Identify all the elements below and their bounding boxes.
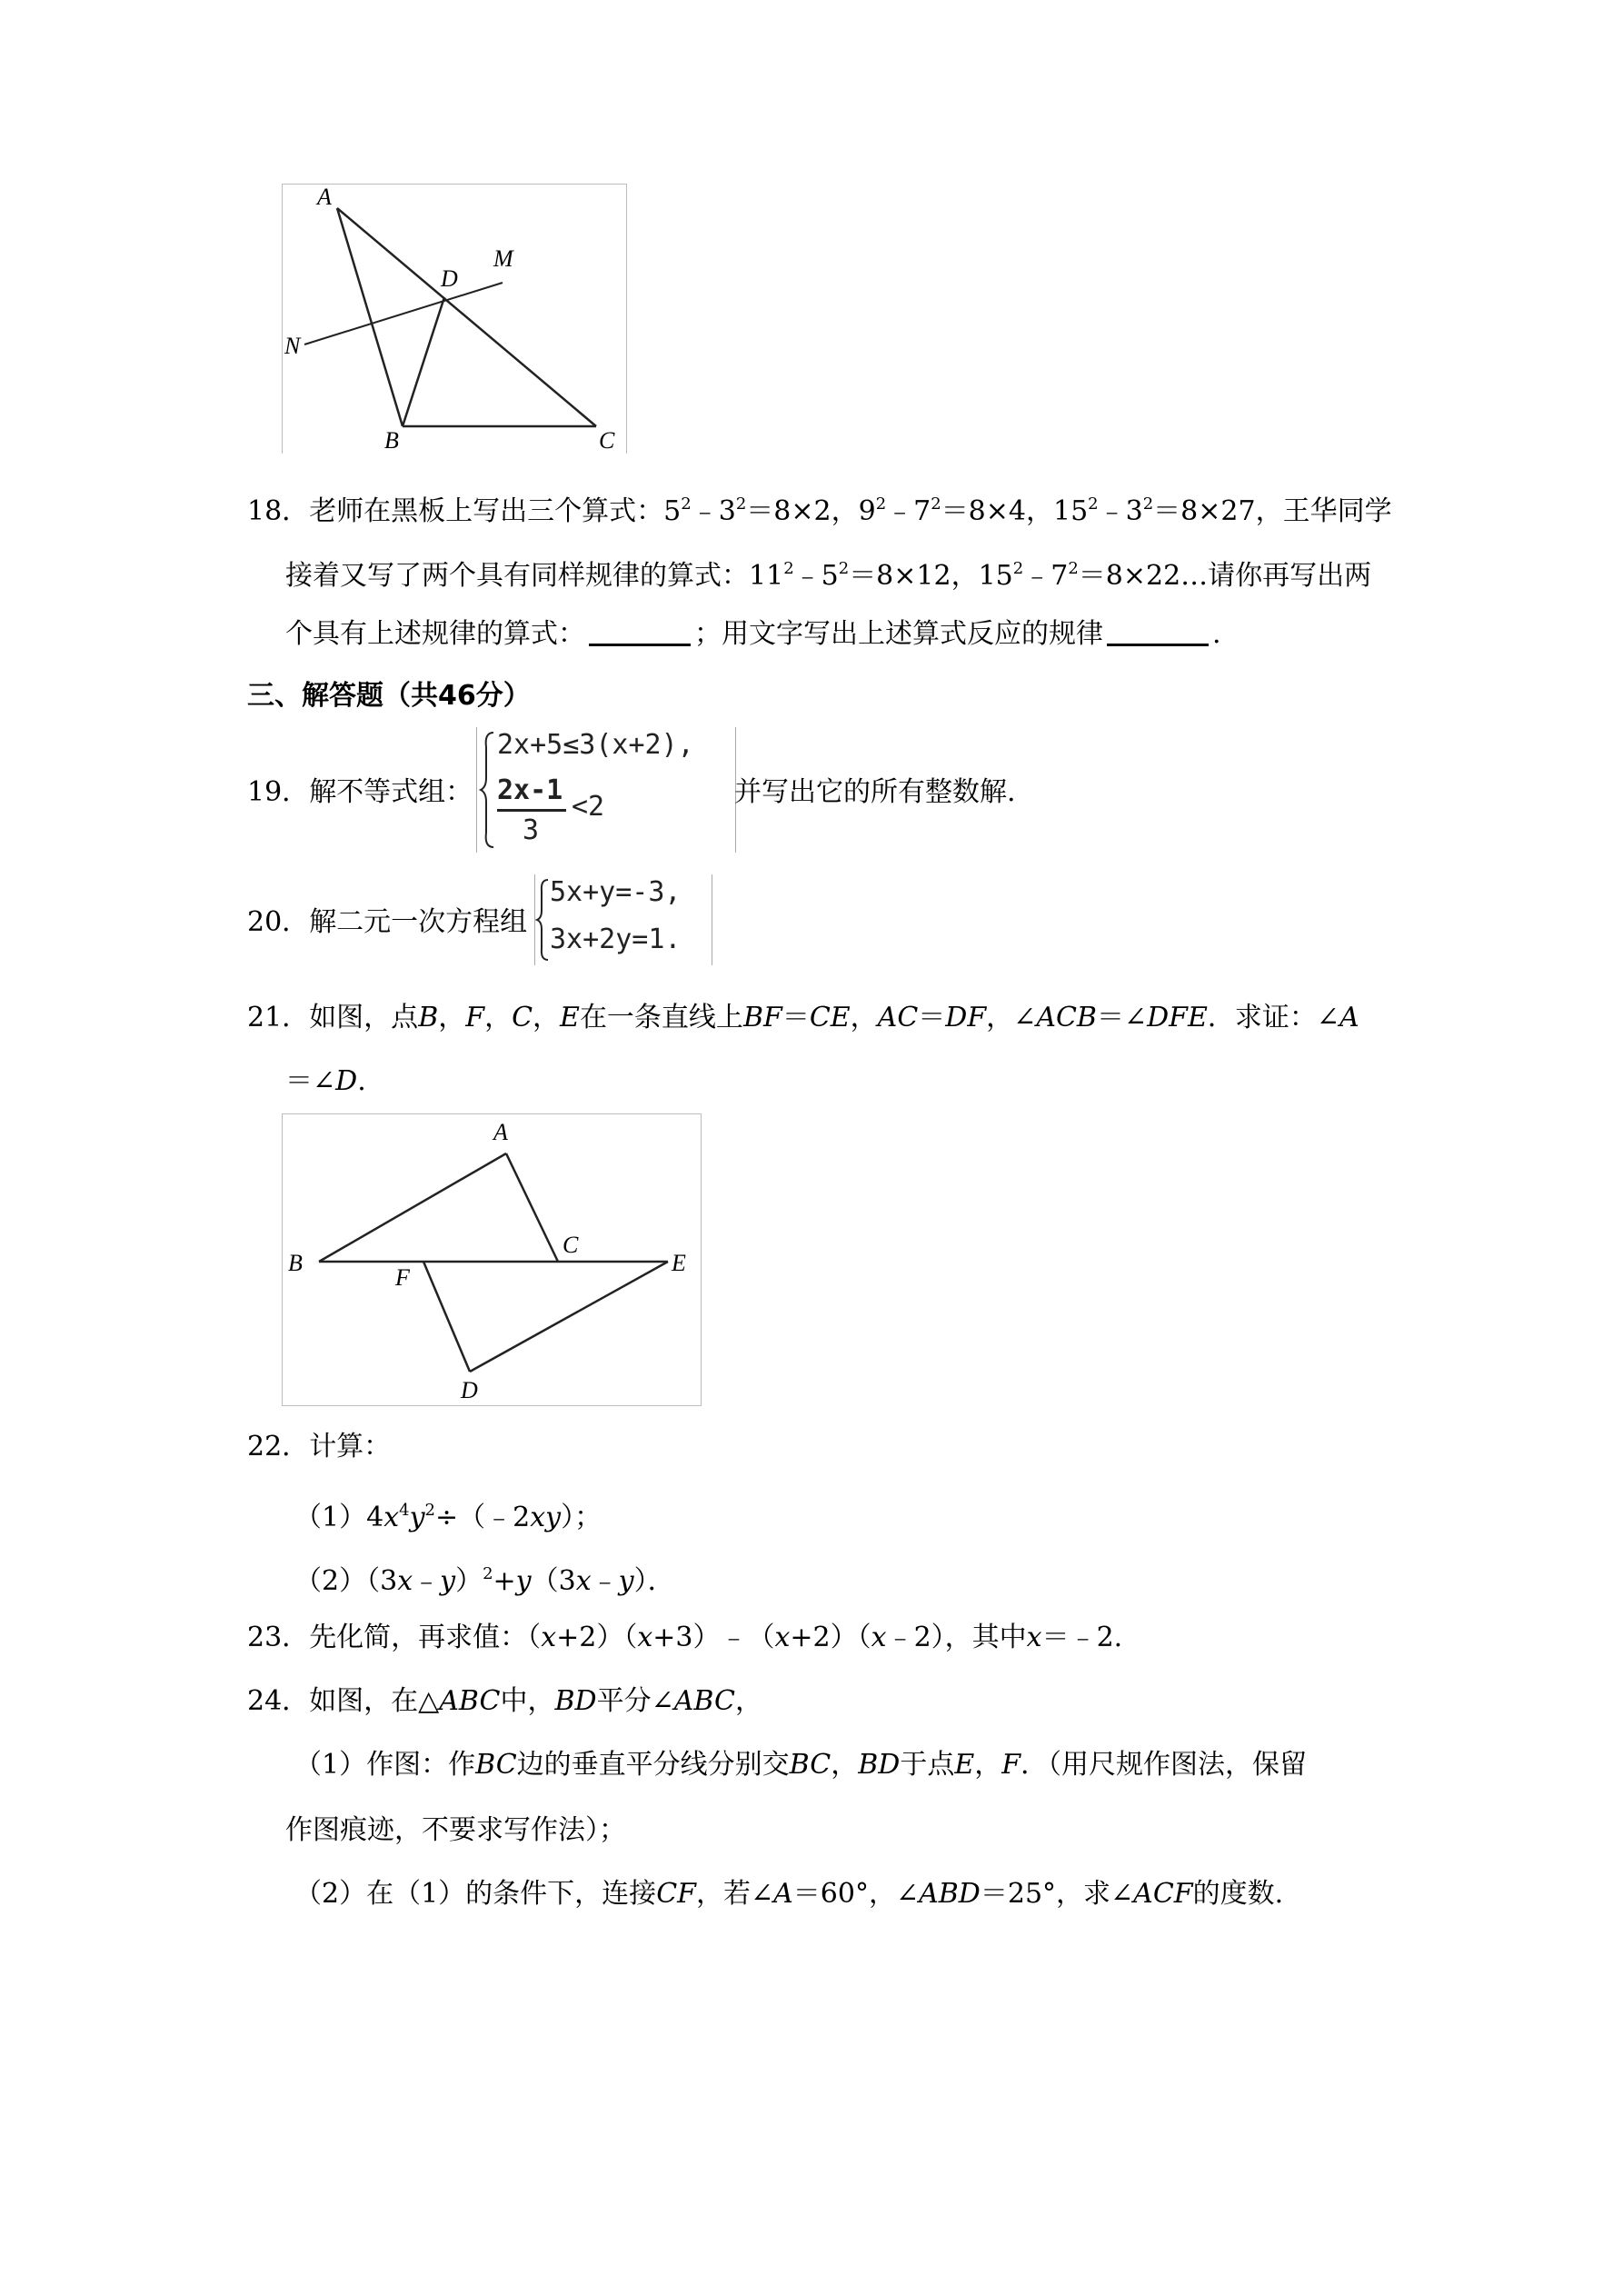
section-heading: 三、解答题（共46分） <box>247 680 531 712</box>
segment-DF <box>423 1262 470 1372</box>
q21-line2: ＝∠D. <box>285 1065 366 1097</box>
q20-row2: 3x+2y=1. <box>550 923 682 955</box>
label-N: N <box>284 333 301 359</box>
q19-frac-den: 3 <box>523 814 540 846</box>
q22-part1: $(1)4x^4y^2\div(﹣2xy)$； <box>294 1501 602 1533</box>
q18-line2: 接着又写了两个具有同样规律的算式：$11^2﹣5^2=8\times 12$，$15^2﹣7^2=8\times 22\dots$请你再写出两 <box>285 559 1372 592</box>
q18-line3: 个具有上述规律的算式： ；用文字写出上述算式反应的规律 . <box>285 618 1221 650</box>
label-M: M <box>493 245 513 272</box>
segment-BD <box>403 297 444 426</box>
q23-line: 23．先化简，再求值：（x+2）（x+3）﹣（x+2）（x﹣2），其中x＝﹣2. <box>247 1622 1123 1653</box>
q21-line1: 21．如图，点B，F，C，E在一条直线上BF＝CE，AC＝DF，∠ACB＝∠DFE．求证：∠A <box>247 1002 1359 1033</box>
label-D: D <box>441 265 458 292</box>
q18-line1: 18．老师在黑板上写出三个算式：$5^2﹣3^2=8\times 2$，$9^2﹣7^2=8\times 4$，$15^2﹣3^2=8\times 27$，王华同学 <box>247 494 1392 527</box>
segment-BA <box>319 1153 506 1262</box>
q20-equation-system <box>534 874 712 965</box>
label-C: C <box>599 427 615 454</box>
q20-row1: 5x+y=-3, <box>550 876 682 908</box>
q19-label: 19．解不等式组： <box>247 776 473 808</box>
brace-icon <box>535 874 550 965</box>
q24-part1-line2: 作图痕迹，不要求写作法）； <box>285 1814 626 1846</box>
figure-17-svg <box>283 185 626 454</box>
label-B: B <box>384 427 399 454</box>
q20-label: 20．解二元一次方程组 <box>247 906 528 938</box>
figure-21-svg <box>283 1114 701 1405</box>
q22-part2: （2）（3x﹣y）$^2$+y（3x﹣y）． <box>294 1564 675 1597</box>
label-A: A <box>317 185 332 210</box>
line-MN <box>304 283 503 344</box>
q24-part2: （2）在（1）的条件下，连接CF，若∠A＝60°，∠ABD＝25°，求∠ACF的度数. <box>294 1878 1284 1910</box>
figure-triangle-perpendicular-bisector <box>282 184 627 454</box>
answer-blank-1 <box>589 618 691 646</box>
label-B: B <box>288 1250 303 1276</box>
q19-inequality-system <box>476 727 736 853</box>
brace-icon <box>479 727 497 853</box>
q22-title: 22．计算： <box>247 1431 392 1462</box>
fraction-bar <box>497 809 566 812</box>
label-E: E <box>672 1250 686 1276</box>
segment-AC <box>337 208 596 426</box>
q19-row1: 2x+5≤3(x+2), <box>497 729 694 761</box>
label-F: F <box>395 1264 410 1291</box>
segment-ED <box>470 1262 668 1372</box>
q24-line1: 24．如图，在△ABC中，BD平分∠ABC， <box>247 1685 762 1717</box>
label-C: C <box>563 1232 579 1258</box>
q19-frac-num: 2x-1 <box>497 774 563 806</box>
segment-AC <box>506 1153 558 1262</box>
label-D: D <box>461 1377 478 1403</box>
answer-blank-2 <box>1107 618 1209 646</box>
figure-two-triangles <box>282 1113 702 1406</box>
q24-part1-line1: （1）作图：作BC边的垂直平分线分别交BC，BD于点E，F．（用尺规作图法，保留 <box>294 1749 1308 1781</box>
q19-frac-rel: <2 <box>572 791 605 823</box>
q19-suffix: 并写出它的所有整数解. <box>734 776 1016 808</box>
label-A: A <box>493 1119 508 1145</box>
